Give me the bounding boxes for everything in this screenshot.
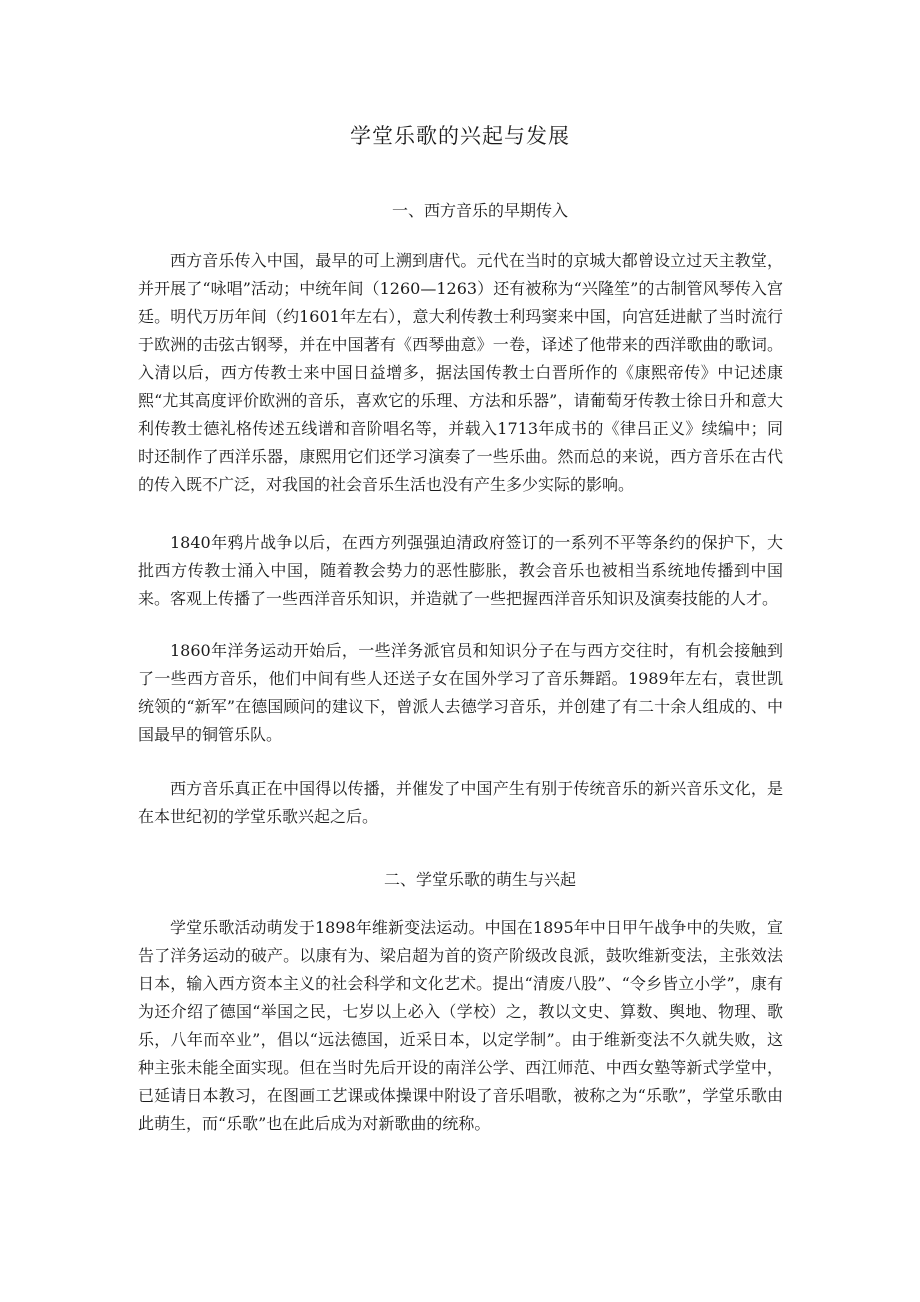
paragraph: 学堂乐歌活动萌发于1898年维新变法运动。中国在1895年中日甲午战争中的失败，宣告了洋务运动的破产。以康有为、梁启超为首的资产阶级改良派，鼓吹维新变法，主张效法日本，输入西方资本主义的社会科学和文化艺术。提出“清废八股”、“令乡皆立小学”，康有为还介绍了德国“举国之民，七岁以上必入（学校）之，教以文史、算数、舆地、物理、歌乐，八年而卒业”，倡以“远法德国，近采日本，以定学制”。由于维新变法不久就失败，这种主张未能全面实现。但在当时先后开设的南洋公学、西江师范、中西女塾等新式学堂中，已延请日本教习，在图画工艺课或体操课中附设了音乐唱歌，被称之为“乐歌”，学堂乐歌由此萌生，而“乐歌”也在此后成为对新歌曲的统称。 (138, 918, 783, 1133)
document-title: 学堂乐歌的兴起与发展 (350, 124, 570, 148)
paragraph: 1860年洋务运动开始后，一些洋务派官员和知识分子在与西方交往时，有机会接触到了一些西方音乐，他们中间有些人还送子女在国外学习了音乐舞蹈。1989年左右，袁世凯统领的“新军”在德国顾问的建议下，曾派人去德学习音乐，并创建了有二十余人组成的、中国最早的铜管乐队。 (138, 641, 783, 744)
paragraph: 1840年鸦片战争以后，在西方列强强迫清政府签订的一系列不平等条约的保护下，大批西方传教士涌入中国，随着教会势力的恶性膨胀，教会音乐也被相当系统地传播到中国来。客观上传播了一些西洋音乐知识，并造就了一些把握西洋音乐知识及演奏技能的人才。 (138, 533, 783, 608)
paragraph: 西方音乐真正在中国得以传播，并催发了中国产生有别于传统音乐的新兴音乐文化，是在本世纪初的学堂乐歌兴起之后。 (138, 779, 783, 826)
section-heading-1: 一、西方音乐的早期传入 (391, 201, 568, 220)
paragraph: 西方音乐传入中国，最早的可上溯到唐代。元代在当时的京城大都曾设立过天主教堂，并开展了“咏唱”活动；中统年间（1260—1263）还有被称为“兴隆笙”的古制管风琴传入宫廷。明代万历年间（约1601年左右），意大利传教士利玛窦来中国，向宫廷进献了当时流行于欧洲的击弦古钢琴，并在中国著有《西琴曲意》一卷，译述了他带来的西洋歌曲的歌词。入清以后，西方传教士来中国日益增多，据法国传教士白晋所作的《康熙帝传》中记述康熙“尤其高度评价欧洲的音乐，喜欢它的乐理、方法和乐器”，请葡萄牙传教士徐日升和意大利传教士德礼格传述五线谱和音阶唱名等，并载入1713年成书的《律吕正义》续编中；同时还制作了西洋乐器，康熙用它们还学习演奏了一些乐曲。然而总的来说，西方音乐在古代的传入既不广泛，对我国的社会音乐生活也没有产生多少实际的影响。 (138, 251, 783, 494)
section-heading-2: 二、学堂乐歌的萌生与兴起 (383, 870, 576, 889)
